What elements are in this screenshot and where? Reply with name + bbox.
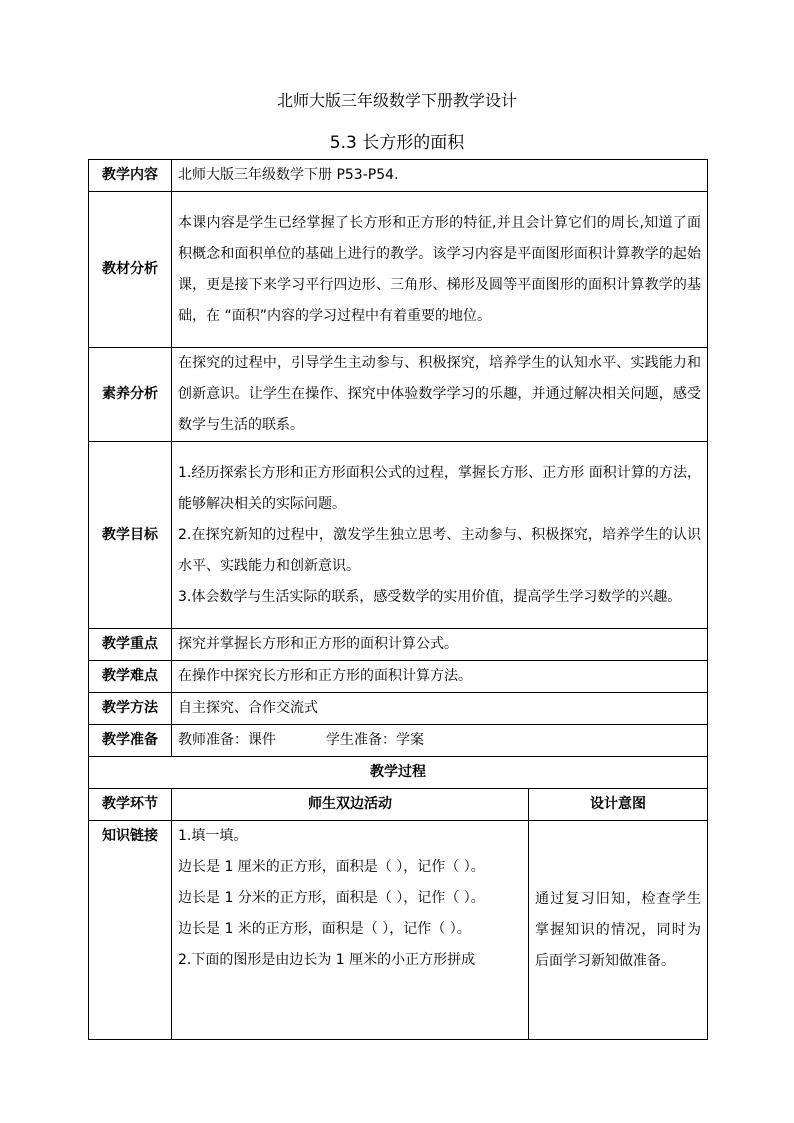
goal-item: 1.经历探索长方形和正方形面积公式的过程，掌握长方形、正方形 面积计算的方法，能够解决相关的实际问题。 <box>178 464 701 512</box>
activity-line: 边长是 1 分米的正方形，面积是（ ），记作（ ）。 <box>178 890 485 906</box>
value-teaching-method: 自主探究、合作交流式 <box>172 693 708 725</box>
row-literacy-analysis <box>89 348 708 442</box>
row-teaching-method <box>89 693 708 725</box>
intent-knowledge-link: 通过复习旧知，检查学生掌握知识的情况，同时为后面学习新知做准备。 <box>529 821 708 1040</box>
value-preparation <box>172 725 708 757</box>
row-knowledge-link <box>89 821 708 1040</box>
header-stage: 教学环节 <box>89 789 172 821</box>
row-teaching-goals <box>89 442 708 629</box>
lesson-title: 5.3 长方形的面积 <box>329 133 465 153</box>
label-teaching-content: 教学内容 <box>89 160 172 192</box>
label-teaching-goals: 教学目标 <box>89 442 172 629</box>
goal-item: 2.在探究新知的过程中，激发学生独立思考、主动参与、积极探究，培养学生的认识水平、实践能力和创新意识。 <box>178 526 701 574</box>
label-difficulty: 教学难点 <box>89 661 172 693</box>
row-process-headers <box>89 789 708 821</box>
goal-item: 3.体会数学与生活实际的联系，感受数学的实用价值，提高学生学习数学的兴趣。 <box>178 588 682 605</box>
value-material-analysis: 本课内容是学生已经掌握了长方形和正方形的特征,并且会计算它们的周长,知道了面积概念和面积单位的基础上进行的教学。该学习内容是平面图形面积计算教学的起始课，更是接下来学习平行四边形、三角形、梯形及圆等平面图形的面积计算教学的基础，在 “面积”内容的学习过程中有着重要的地位。 <box>172 192 708 348</box>
value-teaching-goals <box>172 442 708 629</box>
activity-line: 边长是 1 厘米的正方形，面积是（ ），记作（ ）。 <box>178 859 485 875</box>
row-process-title <box>89 757 708 789</box>
row-teaching-content <box>89 160 708 192</box>
student-preparation: 学生准备：学案 <box>326 732 424 748</box>
value-literacy-analysis: 在探究的过程中，引导学生主动参与、积极探究，培养学生的认知水平、实践能力和创新意识。让学生在操作、探究中体验数学学习的乐趣，并通过解决相关问题，感受数学与生活的联系。 <box>172 348 708 442</box>
row-preparation <box>89 725 708 757</box>
row-material-analysis <box>89 192 708 348</box>
document-title: 北师大版三年级数学下册教学设计 <box>276 91 517 110</box>
process-title: 教学过程 <box>89 757 708 789</box>
row-key-point <box>89 629 708 661</box>
header-intent: 设计意图 <box>529 789 708 821</box>
label-preparation: 教学准备 <box>89 725 172 757</box>
teacher-preparation: 教师准备：课件 <box>178 732 276 748</box>
label-literacy-analysis: 素养分析 <box>89 348 172 442</box>
activity-knowledge-link <box>172 821 529 1040</box>
activity-line: 边长是 1 米的正方形，面积是（ ），记作（ ）。 <box>178 921 471 937</box>
lesson-plan-table <box>88 159 708 1040</box>
label-teaching-method: 教学方法 <box>89 693 172 725</box>
value-difficulty: 在操作中探究长方形和正方形的面积计算方法。 <box>172 661 708 693</box>
activity-line: 1.填一填。 <box>178 828 248 844</box>
activity-line: 2.下面的图形是由边长为 1 厘米的小正方形拼成 <box>178 952 476 968</box>
value-teaching-content: 北师大版三年级数学下册 P53-P54. <box>172 160 708 192</box>
row-difficulty <box>89 661 708 693</box>
header-activity: 师生双边活动 <box>172 789 529 821</box>
label-material-analysis: 教材分析 <box>89 192 172 348</box>
label-knowledge-link: 知识链接 <box>89 821 172 1040</box>
value-key-point: 探究并掌握长方形和正方形的面积计算公式。 <box>172 629 708 661</box>
label-key-point: 教学重点 <box>89 629 172 661</box>
